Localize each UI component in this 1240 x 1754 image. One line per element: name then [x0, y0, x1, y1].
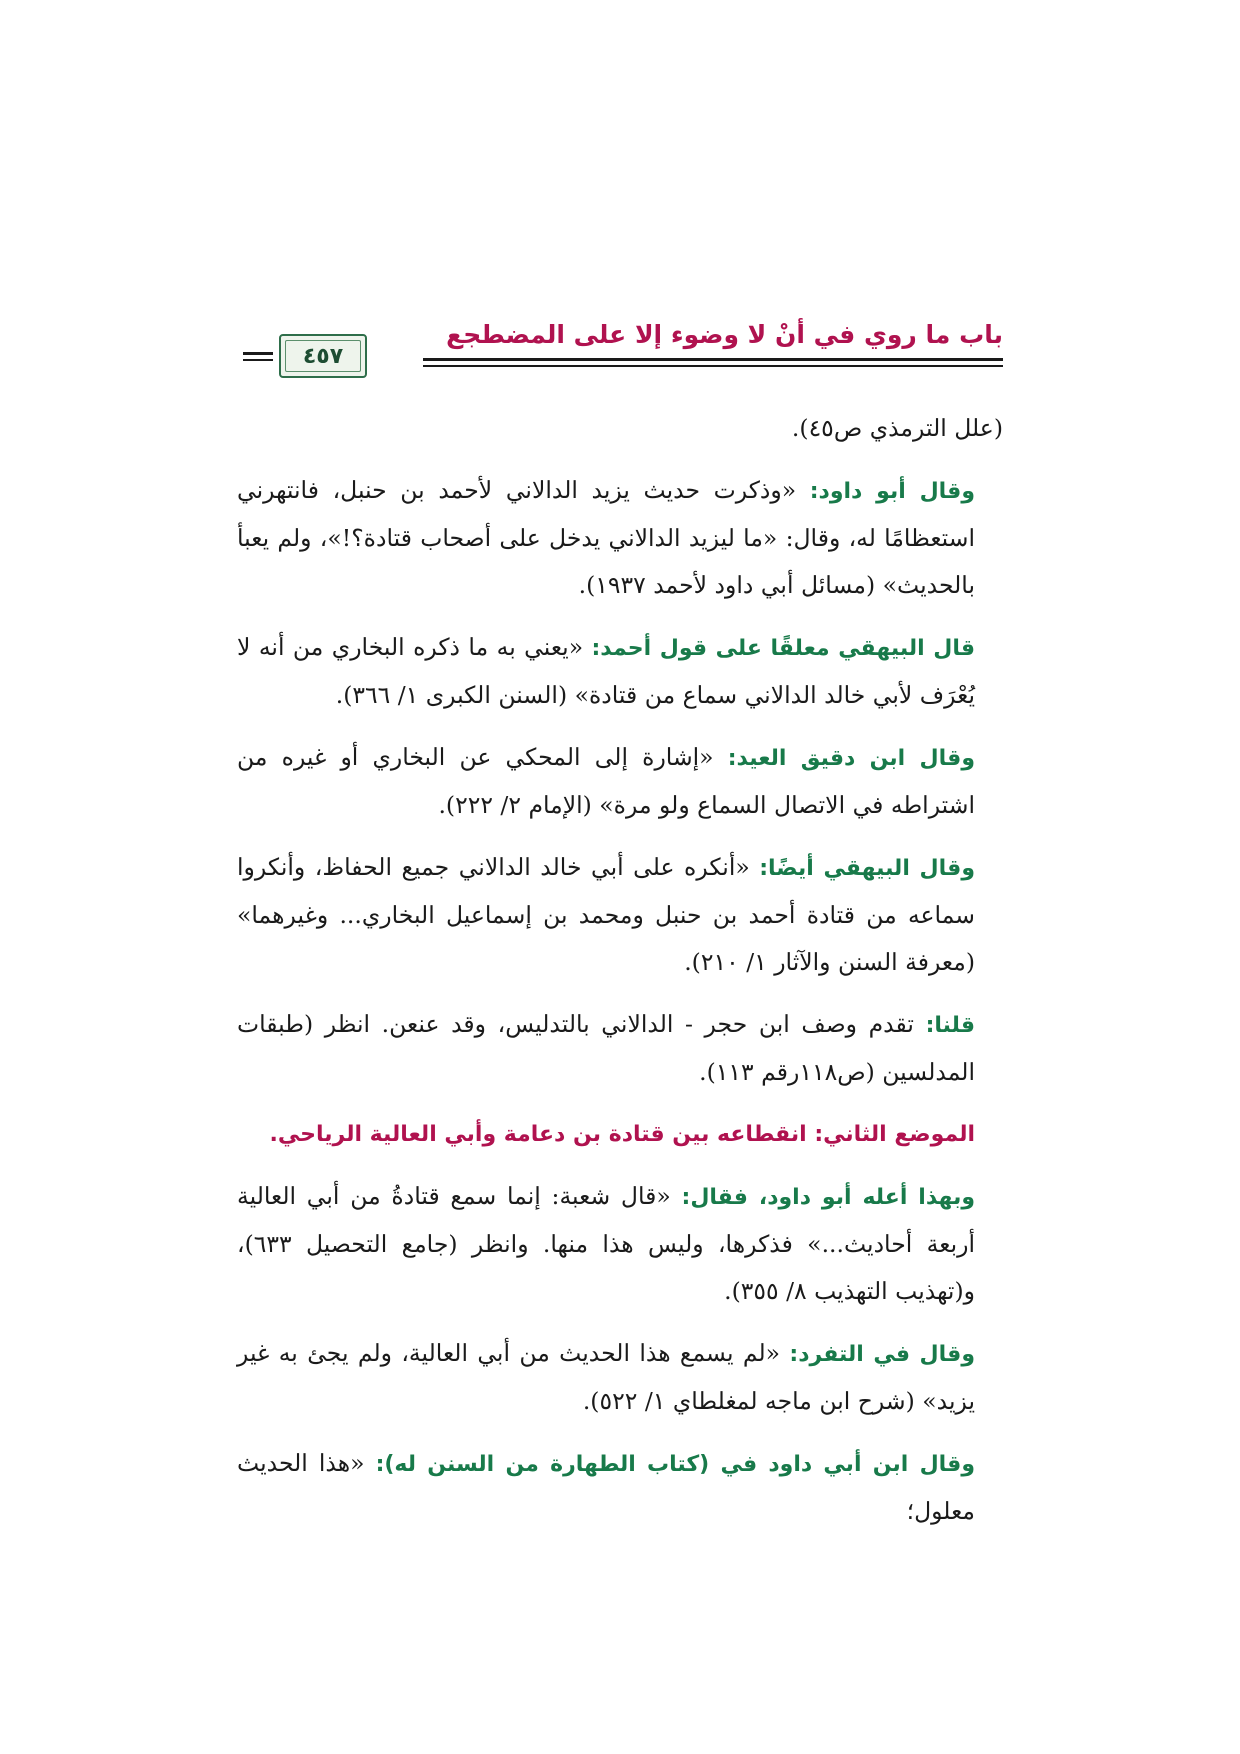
paragraph-lead: وقال البيهقي أيضًا: — [759, 856, 975, 881]
header-rule-left-top — [243, 352, 273, 355]
chapter-title: باب ما روي في أنْ لا وضوء إلا على المضطجع — [446, 320, 1003, 349]
paragraph-lead: وقال ابن أبي داود في (كتاب الطهارة من السنن له): — [375, 1452, 976, 1477]
paragraph-abu-dawud — [237, 467, 1003, 609]
paragraph-bayhaqi-also — [237, 844, 1003, 986]
paragraph-lead: قلنا: — [925, 1013, 975, 1038]
header-rule-right-top — [423, 358, 1003, 361]
paragraph-text: «لم يسمع هذا الحديث من أبي العالية، ولم يجئ به غير يزيد» (شرح ابن ماجه لمغلطاي ١/ ٥٢٢). — [237, 1339, 975, 1415]
paragraph-citation — [237, 405, 1003, 452]
paragraph-ibn-abi-dawud — [237, 1440, 1003, 1535]
paragraph-tafarrud — [237, 1330, 1003, 1425]
paragraph-text: «قال شعبة: إنما سمع قتادةُ من أبي العالية أربعة أحاديث...» فذكرها، وليس هذا منها. وانظر (جامع التحصيل ٦٣٣)، و(تهذيب التهذيب ٨/ ٣٥٥). — [237, 1182, 975, 1305]
paragraph-lead: وبهذا أعله أبو داود، فقال: — [681, 1185, 976, 1210]
paragraph-text: «وذكرت حديث يزيد الدالاني لأحمد بن حنبل، فانتهرني استعظامًا له، وقال: «ما ليزيد الدالاني يدخل على أصحاب قتادة؟!»، ولم يعبأ بالحديث» (مسائل أبي داود لأحمد ١٩٣٧). — [237, 476, 975, 599]
paragraph-text: «إشارة إلى المحكي عن البخاري أو غيره من اشتراطه في الاتصال السماع ولو مرة» (الإمام ٢/ ٢٢٢). — [237, 743, 975, 819]
section-heading — [237, 1111, 1003, 1158]
paragraph-bayhaqi — [237, 624, 1003, 719]
page-number: ٤٥٧ — [302, 343, 344, 369]
paragraph-text: «هذا الحديث معلول؛ — [237, 1449, 975, 1525]
paragraph-qulna — [237, 1001, 1003, 1096]
paragraph-lead: وقال في التفرد: — [789, 1342, 975, 1367]
paragraph-ibn-daqiq — [237, 734, 1003, 829]
page-header — [243, 318, 1003, 382]
header-rule-right-bottom — [423, 365, 1003, 367]
page-number-badge — [279, 334, 367, 378]
paragraph-lead: وقال أبو داود: — [809, 479, 975, 504]
paragraph-text: «أنكره على أبي خالد الدالاني جميع الحفاظ، وأنكروا سماعه من قتادة أحمد بن حنبل ومحمد بن إسماعيل البخاري... وغيرهما» (معرفة السنن والآثار ١/ ٢١٠). — [237, 853, 975, 976]
paragraph-lead: قال البيهقي معلقًا على قول أحمد: — [591, 636, 975, 661]
paragraph-text: «يعني به ما ذكره البخاري من أنه لا يُعْرَف لأبي خالد الدالاني سماع من قتادة» (السنن الكبرى ١/ ٣٦٦). — [237, 633, 975, 709]
paragraph-abu-dawud-illa — [237, 1173, 1003, 1315]
paragraph-lead: وقال ابن دقيق العيد: — [727, 746, 975, 771]
paragraph-text: تقدم وصف ابن حجر - الدالاني بالتدليس، وقد عنعن. انظر (طبقات المدلسين (ص١١٨رقم ١١٣). — [237, 1010, 975, 1086]
header-rule-left-bottom — [243, 359, 273, 361]
page-body — [237, 405, 1003, 1550]
paragraph-text: (علل الترمذي ص٤٥). — [791, 414, 1003, 442]
section-heading-text: انقطاعه بين قتادة بن دعامة وأبي العالية الرياحي. — [269, 1122, 815, 1147]
section-heading-label: الموضع الثاني: — [814, 1122, 975, 1147]
